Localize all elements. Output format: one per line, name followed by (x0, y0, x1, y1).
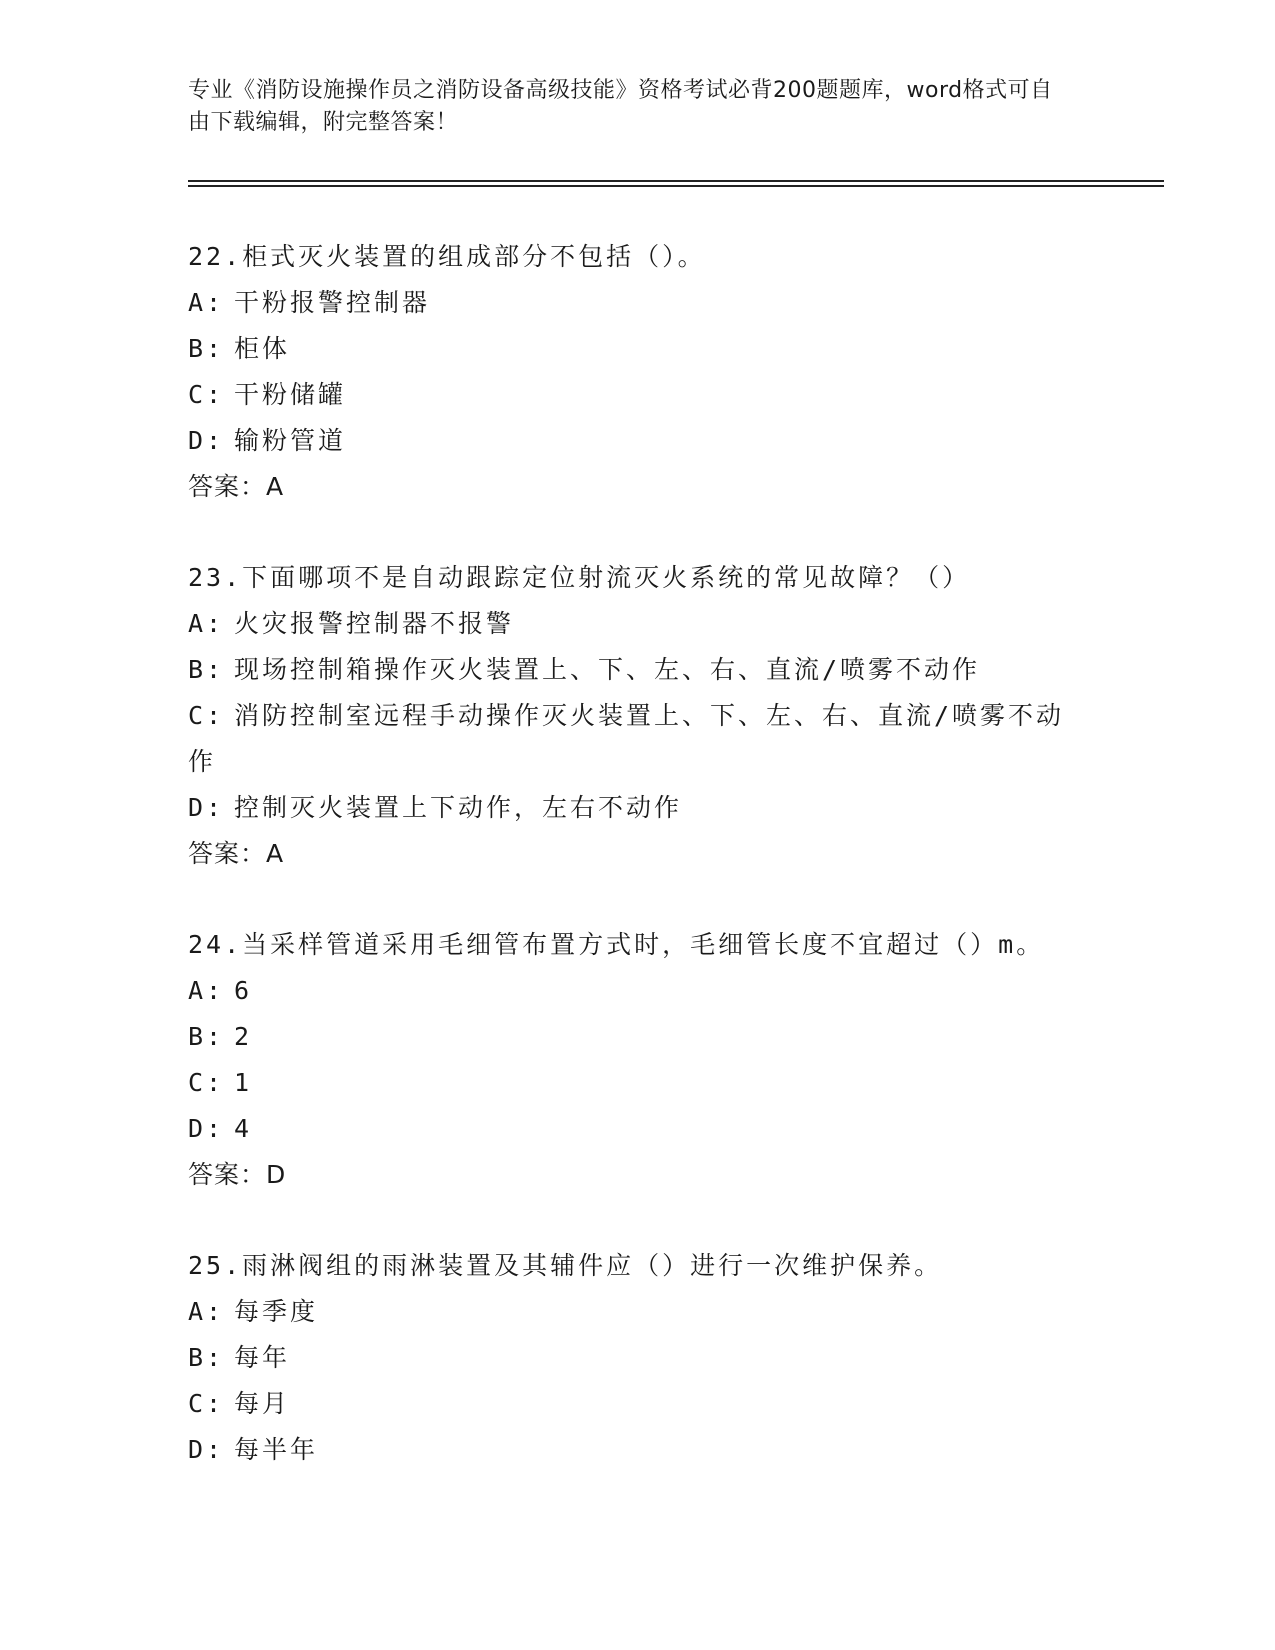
option-letter: C: (188, 380, 225, 409)
option-text: 每年 (234, 1343, 291, 1372)
answer-line: 答案：A (188, 839, 285, 868)
option-d (188, 418, 1068, 464)
option-letter: A: (188, 609, 225, 638)
option-b (188, 326, 1068, 372)
header-divider-top (188, 180, 1164, 182)
option-d (188, 1106, 1068, 1152)
question-stem: 25.雨淋阀组的雨淋装置及其辅件应（）进行一次维护保养。 (188, 1251, 943, 1280)
option-letter: C: (188, 1389, 225, 1418)
option-text: 6 (234, 976, 253, 1005)
option-a (188, 601, 1068, 647)
question-stem: 24.当采样管道采用毛细管布置方式时，毛细管长度不宜超过（）m。 (188, 930, 1045, 959)
option-letter: A: (188, 1297, 225, 1326)
option-letter: C: (188, 1068, 225, 1097)
question-stem: 23.下面哪项不是自动跟踪定位射流灭火系统的常见故障？（） (188, 563, 971, 592)
option-letter: D: (188, 1435, 225, 1464)
option-b (188, 1335, 1068, 1381)
option-text: 火灾报警控制器不报警 (234, 609, 515, 638)
option-text: 现场控制箱操作灭火装置上、下、左、右、直流/喷雾不动作 (234, 655, 981, 684)
option-text: 控制灭火装置上下动作，左右不动作 (234, 793, 683, 822)
option-b (188, 1014, 1068, 1060)
question-stem: 22.柜式灭火装置的组成部分不包括（）。 (188, 242, 706, 271)
option-text: 干粉储罐 (234, 380, 347, 409)
option-letter: A: (188, 288, 225, 317)
option-d (188, 1427, 1068, 1473)
option-a (188, 1289, 1068, 1335)
option-text: 每月 (234, 1389, 291, 1418)
option-a (188, 280, 1068, 326)
option-letter: B: (188, 1343, 225, 1372)
header-divider-bottom (188, 185, 1164, 187)
option-c (188, 372, 1068, 418)
question-23 (188, 555, 1068, 877)
question-25 (188, 1243, 1068, 1473)
option-b (188, 647, 1068, 693)
option-letter: D: (188, 793, 225, 822)
question-24 (188, 922, 1068, 1198)
option-a (188, 968, 1068, 1014)
option-c (188, 1060, 1068, 1106)
option-letter: B: (188, 655, 225, 684)
option-text: 干粉报警控制器 (234, 288, 431, 317)
option-d (188, 785, 1068, 831)
option-text: 2 (234, 1022, 253, 1051)
option-text: 柜体 (234, 334, 291, 363)
option-letter: A: (188, 976, 225, 1005)
option-text: 4 (234, 1114, 253, 1143)
option-text: 1 (234, 1068, 253, 1097)
option-text: 输粉管道 (234, 426, 347, 455)
option-c (188, 693, 1068, 785)
option-letter: D: (188, 426, 225, 455)
answer-line: 答案：D (188, 1160, 287, 1189)
option-letter: B: (188, 1022, 225, 1051)
answer-line: 答案：A (188, 472, 285, 501)
option-letter: C: (188, 701, 225, 730)
option-text: 每半年 (234, 1435, 319, 1464)
document-header-text: 专业《消防设施操作员之消防设备高级技能》资格考试必背200题题库，word格式可自由下载编辑，附完整答案！ (188, 78, 1053, 135)
option-letter: D: (188, 1114, 225, 1143)
option-c (188, 1381, 1068, 1427)
option-text: 每季度 (234, 1297, 319, 1326)
option-text: 消防控制室远程手动操作灭火装置上、下、左、右、直流/喷雾不动作 (188, 701, 1065, 776)
option-letter: B: (188, 334, 225, 363)
question-22 (188, 234, 1068, 510)
